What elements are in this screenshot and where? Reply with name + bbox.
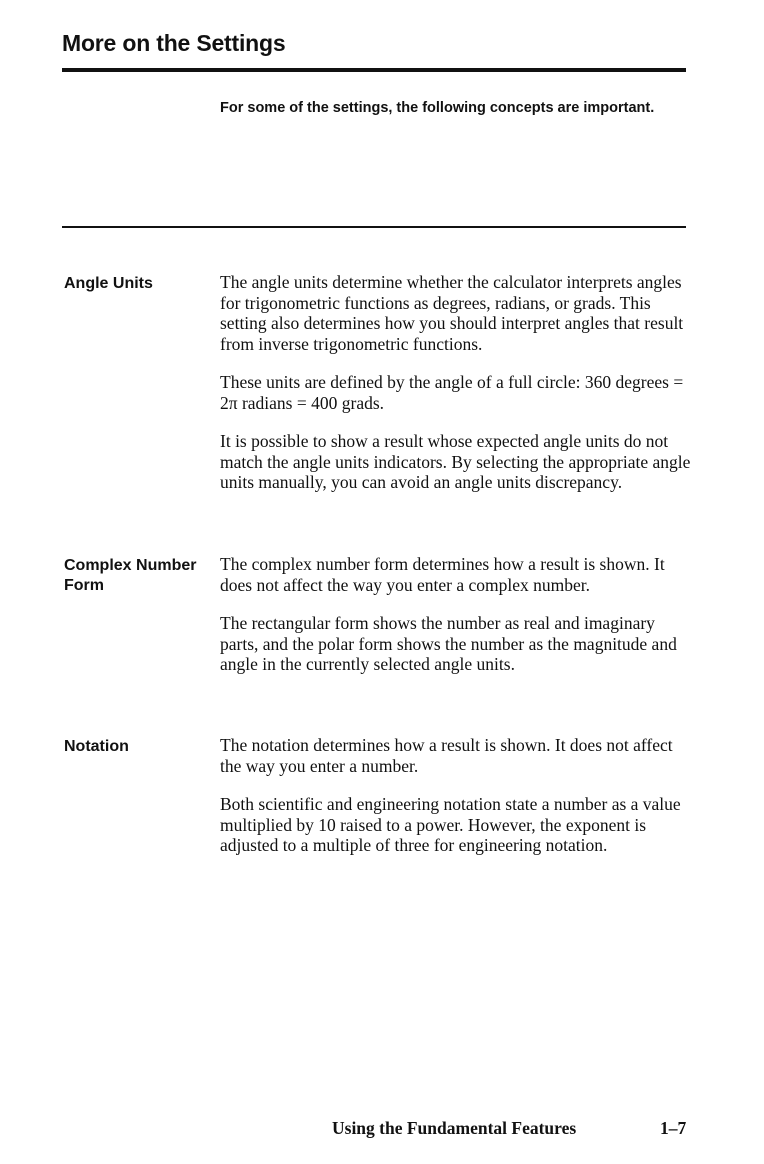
section-label: Angle Units <box>64 275 153 292</box>
paragraph: The angle units determine whether the calculator interprets angles for trigonometric functions as degrees, radians, or grads. This setting also determines how you should interpret angles that result from inverse trigonometric functions. <box>220 272 684 354</box>
page-title: More on the Settings <box>62 30 286 56</box>
paragraph: The notation determines how a result is shown. It does not affect the way you enter a number. <box>220 735 673 776</box>
section-label: Notation <box>64 738 129 755</box>
paragraph: Both scientific and engineering notation state a number as a value multiplied by 10 raised to a power. However, the exponent is adjusted to a multiple of three for engineering notation. <box>220 794 681 855</box>
paragraph: The complex number form determines how a result is shown. It does not affect the way you enter a complex number. <box>220 554 665 595</box>
section-label: Complex Number Form <box>64 557 197 594</box>
title-divider <box>62 68 686 72</box>
footer-chapter-title: Using the Fundamental Features <box>332 1118 577 1138</box>
paragraph: The rectangular form shows the number as real and imaginary parts, and the polar form shows the number as the magnitude and angle in the currently selected angle units. <box>220 613 677 674</box>
section-divider <box>62 226 686 228</box>
section-body <box>220 554 692 693</box>
footer-page-number: 1–7 <box>660 1118 687 1138</box>
section-body <box>220 735 692 874</box>
section-body <box>220 272 692 511</box>
intro-text: For some of the settings, the following concepts are important. <box>220 100 655 116</box>
paragraph: These units are defined by the angle of a full circle: 360 degrees = 2π radians = 400 grads. <box>220 372 684 413</box>
paragraph: It is possible to show a result whose expected angle units do not match the angle units indicators. By selecting the appropriate angle units manually, you can avoid an angle units discrepancy. <box>220 431 691 492</box>
